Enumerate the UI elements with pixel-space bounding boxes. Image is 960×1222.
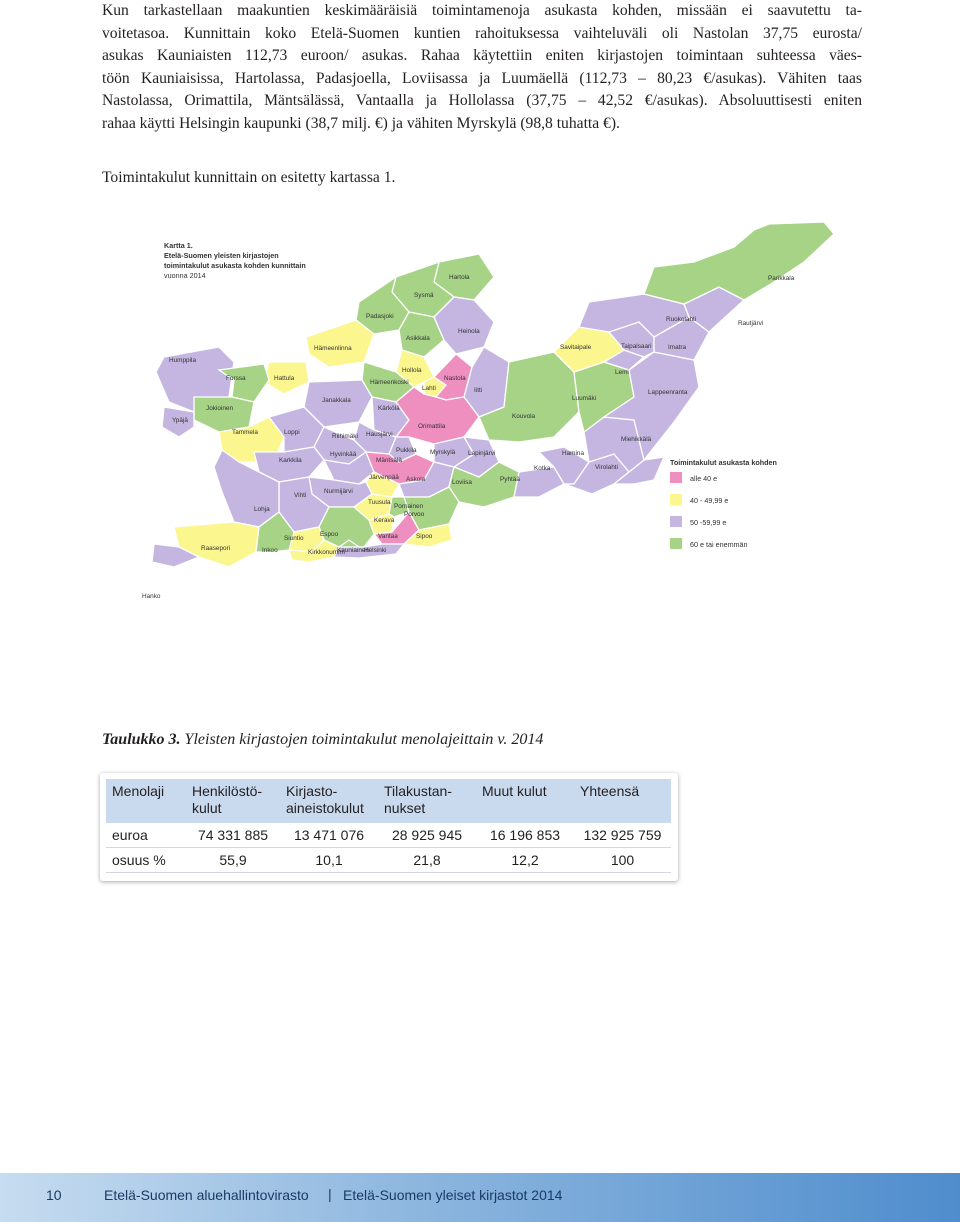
municipality-label: Vihti bbox=[294, 492, 307, 499]
publication-title: Etelä-Suomen yleiset kirjastot 2014 bbox=[343, 1187, 563, 1203]
municipality-label: Ruokolahti bbox=[666, 316, 697, 323]
municipality-label: Helsinki bbox=[364, 547, 387, 554]
map-title-line: Kartta 1. bbox=[164, 241, 193, 250]
municipality-label: Orimattila bbox=[418, 423, 446, 430]
legend-label: 40 - 49,99 e bbox=[690, 496, 729, 505]
municipality-label: Padasjoki bbox=[366, 313, 394, 320]
table-caption-label: Taulukko 3. bbox=[102, 731, 181, 748]
expense-table bbox=[106, 779, 671, 873]
paragraph-line: Kun tarkastellaan maakuntien keskimääräisiä toimintamenoja asukasta kohden, missään ei saavutettu ta- bbox=[102, 2, 862, 19]
municipality-label: Lapinjärvi bbox=[468, 450, 496, 457]
municipality-label: Vantaa bbox=[378, 533, 398, 540]
municipality-label: Asikkala bbox=[406, 335, 430, 342]
municipality-label: Hausjärvi bbox=[366, 431, 393, 438]
municipality-label: Kerava bbox=[374, 517, 395, 524]
municipality-label: Hyvinkää bbox=[330, 451, 357, 458]
column-header: Yhteensä bbox=[574, 779, 671, 823]
municipality-label: Askola bbox=[406, 476, 426, 483]
legend-swatch bbox=[670, 472, 682, 483]
page-number: 10 bbox=[46, 1187, 62, 1203]
table-cell: 28 925 945 bbox=[378, 823, 476, 848]
municipality-label: Nurmijärvi bbox=[324, 488, 353, 495]
map-title-line: Etelä-Suomen yleisten kirjastojen bbox=[164, 251, 279, 260]
municipality-label: Nastola bbox=[444, 375, 466, 382]
municipality-label: Heinola bbox=[458, 328, 480, 335]
table-cell: 132 925 759 bbox=[574, 823, 671, 848]
intro-paragraph bbox=[102, 0, 862, 136]
table-cell: 21,8 bbox=[378, 848, 476, 873]
table-cell: 16 196 853 bbox=[476, 823, 574, 848]
municipality-label: Pukkila bbox=[396, 447, 417, 454]
municipality-label: Janakkala bbox=[322, 397, 351, 404]
municipality-label: Taipalsaari bbox=[621, 343, 652, 350]
table-cell: 74 331 885 bbox=[186, 823, 280, 848]
municipality-label: Mäntsälä bbox=[376, 457, 402, 464]
municipality-label: Lahti bbox=[422, 385, 436, 392]
map-title-line: vuonna 2014 bbox=[164, 271, 206, 280]
legend-title: Toimintakulut asukasta kohden bbox=[670, 458, 777, 467]
municipality-label: Humppila bbox=[169, 357, 196, 364]
municipality-label: Miehikkälä bbox=[621, 436, 652, 443]
map-title-line: toimintakulut asukasta kohden kunnittain bbox=[164, 261, 306, 270]
municipality-label: Pyhtää bbox=[500, 476, 520, 483]
table-cell: osuus % bbox=[106, 848, 186, 873]
paragraph-line: rahaa käytti Helsingin kaupunki (38,7 milj. €) ja vähiten Myrskylä (98,8 tuhatta €). bbox=[102, 114, 620, 132]
choropleth-map bbox=[134, 222, 834, 607]
map-title bbox=[164, 241, 306, 280]
municipality-label: Forssa bbox=[226, 375, 246, 382]
municipality-label: Imatra bbox=[668, 344, 687, 351]
column-header: Kirjasto- aineistokulut bbox=[280, 779, 378, 823]
municipality-label: Hämeenkoski bbox=[370, 379, 409, 386]
table-header-row bbox=[106, 779, 671, 823]
map-region bbox=[306, 320, 374, 367]
municipality-label: Siuntio bbox=[284, 535, 304, 542]
expense-table-frame bbox=[100, 773, 678, 881]
map-region bbox=[644, 222, 834, 304]
municipality-label: Kouvola bbox=[512, 413, 536, 420]
municipality-label: Lappeenranta bbox=[648, 389, 688, 396]
municipality-label: Riihimäki bbox=[332, 433, 358, 440]
map-legend bbox=[670, 458, 777, 549]
table-cell: 10,1 bbox=[280, 848, 378, 873]
map-regions bbox=[152, 222, 834, 567]
table-caption bbox=[102, 731, 543, 749]
municipality-label: Hattula bbox=[274, 375, 295, 382]
municipality-label: Hämeenlinna bbox=[314, 345, 352, 352]
municipality-label: Sipoo bbox=[416, 533, 433, 540]
municipality-label: Rautjärvi bbox=[738, 320, 764, 327]
municipality-label: Raasepori bbox=[201, 545, 231, 552]
map-region bbox=[194, 397, 254, 432]
municipality-label: Kotka bbox=[534, 465, 551, 472]
table-caption-text: Yleisten kirjastojen toimintakulut menolajeittain v. 2014 bbox=[180, 731, 544, 748]
column-header: Tilakustan- nukset bbox=[378, 779, 476, 823]
municipality-label: Loppi bbox=[284, 429, 300, 436]
municipality-label: Tuusula bbox=[368, 499, 391, 506]
municipality-label: Hanko bbox=[142, 593, 161, 600]
legend-swatch bbox=[670, 538, 682, 549]
municipality-label: Kärkölä bbox=[378, 405, 400, 412]
municipality-label: Luumäki bbox=[572, 395, 597, 402]
map-reference-paragraph: Toimintakulut kunnittain on esitetty kartassa 1. bbox=[102, 169, 396, 186]
municipality-label: Iitti bbox=[474, 387, 483, 394]
municipality-label: Lohja bbox=[254, 506, 270, 513]
municipality-label: Sysmä bbox=[414, 292, 434, 299]
municipality-label: Myrskylä bbox=[430, 449, 456, 456]
legend-label: alle 40 e bbox=[690, 474, 718, 483]
legend-label: 50 -59,99 e bbox=[690, 518, 727, 527]
municipality-label: Kirkkonummi bbox=[308, 549, 345, 556]
municipality-label: Lemi bbox=[615, 369, 629, 376]
column-header: Henkilöstö- kulut bbox=[186, 779, 280, 823]
municipality-label: Hamina bbox=[562, 450, 585, 457]
municipality-label: Kauniainen bbox=[337, 547, 369, 554]
municipality-label: Pornainen bbox=[394, 503, 424, 510]
column-header: Muut kulut bbox=[476, 779, 574, 823]
municipality-label: Virolahti bbox=[595, 464, 618, 471]
table-row bbox=[106, 848, 671, 873]
municipality-label: Porvoo bbox=[404, 511, 425, 518]
table-cell: 100 bbox=[574, 848, 671, 873]
municipality-label: Savitaipale bbox=[560, 344, 592, 351]
table-cell: 12,2 bbox=[476, 848, 574, 873]
table-cell: 13 471 076 bbox=[280, 823, 378, 848]
municipality-label: Hollola bbox=[402, 367, 422, 374]
footer-separator: | bbox=[328, 1186, 332, 1202]
municipality-label: Hartola bbox=[449, 274, 470, 281]
table-cell: euroa bbox=[106, 823, 186, 848]
municipality-label: Espoo bbox=[320, 531, 339, 538]
municipality-label: Karkkila bbox=[279, 457, 302, 464]
table-row bbox=[106, 823, 671, 848]
page-footer bbox=[0, 1173, 960, 1222]
legend-label: 60 e tai enemmän bbox=[690, 540, 748, 549]
municipality-label: Parikkala bbox=[768, 275, 795, 282]
paragraph-line: voitetasoa. Kunnittain koko Etelä-Suomen kuntien rahoituksessa vaihteluväli oli Nastolan 37,75 eurosta/ bbox=[102, 24, 862, 42]
municipality-label: Järvenpää bbox=[369, 474, 399, 481]
legend-swatch bbox=[670, 494, 682, 505]
municipality-label: Ypäjä bbox=[172, 417, 188, 424]
municipality-label: Inkoo bbox=[262, 547, 278, 554]
publisher-name: Etelä-Suomen aluehallintovirasto bbox=[104, 1187, 309, 1203]
paragraph-line: töön Kauniaisissa, Hartolassa, Padasjoella, Loviisassa ja Luumäellä (112,73 – 80,23 €/asukas). Vähiten taas bbox=[102, 69, 862, 87]
municipality-label: Loviisa bbox=[452, 479, 472, 486]
column-header: Menolaji bbox=[106, 779, 186, 823]
municipality-label: Jokioinen bbox=[206, 405, 234, 412]
table-cell: 55,9 bbox=[186, 848, 280, 873]
legend-swatch bbox=[670, 516, 682, 527]
paragraph-line: asukas Kauniaisten 112,73 euroon/ asukas. Rahaa käytettiin eniten kirjastojen toimintaan suhteessa väes- bbox=[102, 47, 862, 65]
paragraph-line: Nastolassa, Orimattila, Mäntsälässä, Vantaalla ja Hollolassa (37,75 – 42,52 €/asukas). Absoluuttisesti eniten bbox=[102, 92, 862, 110]
municipality-label: Tammela bbox=[232, 429, 258, 436]
